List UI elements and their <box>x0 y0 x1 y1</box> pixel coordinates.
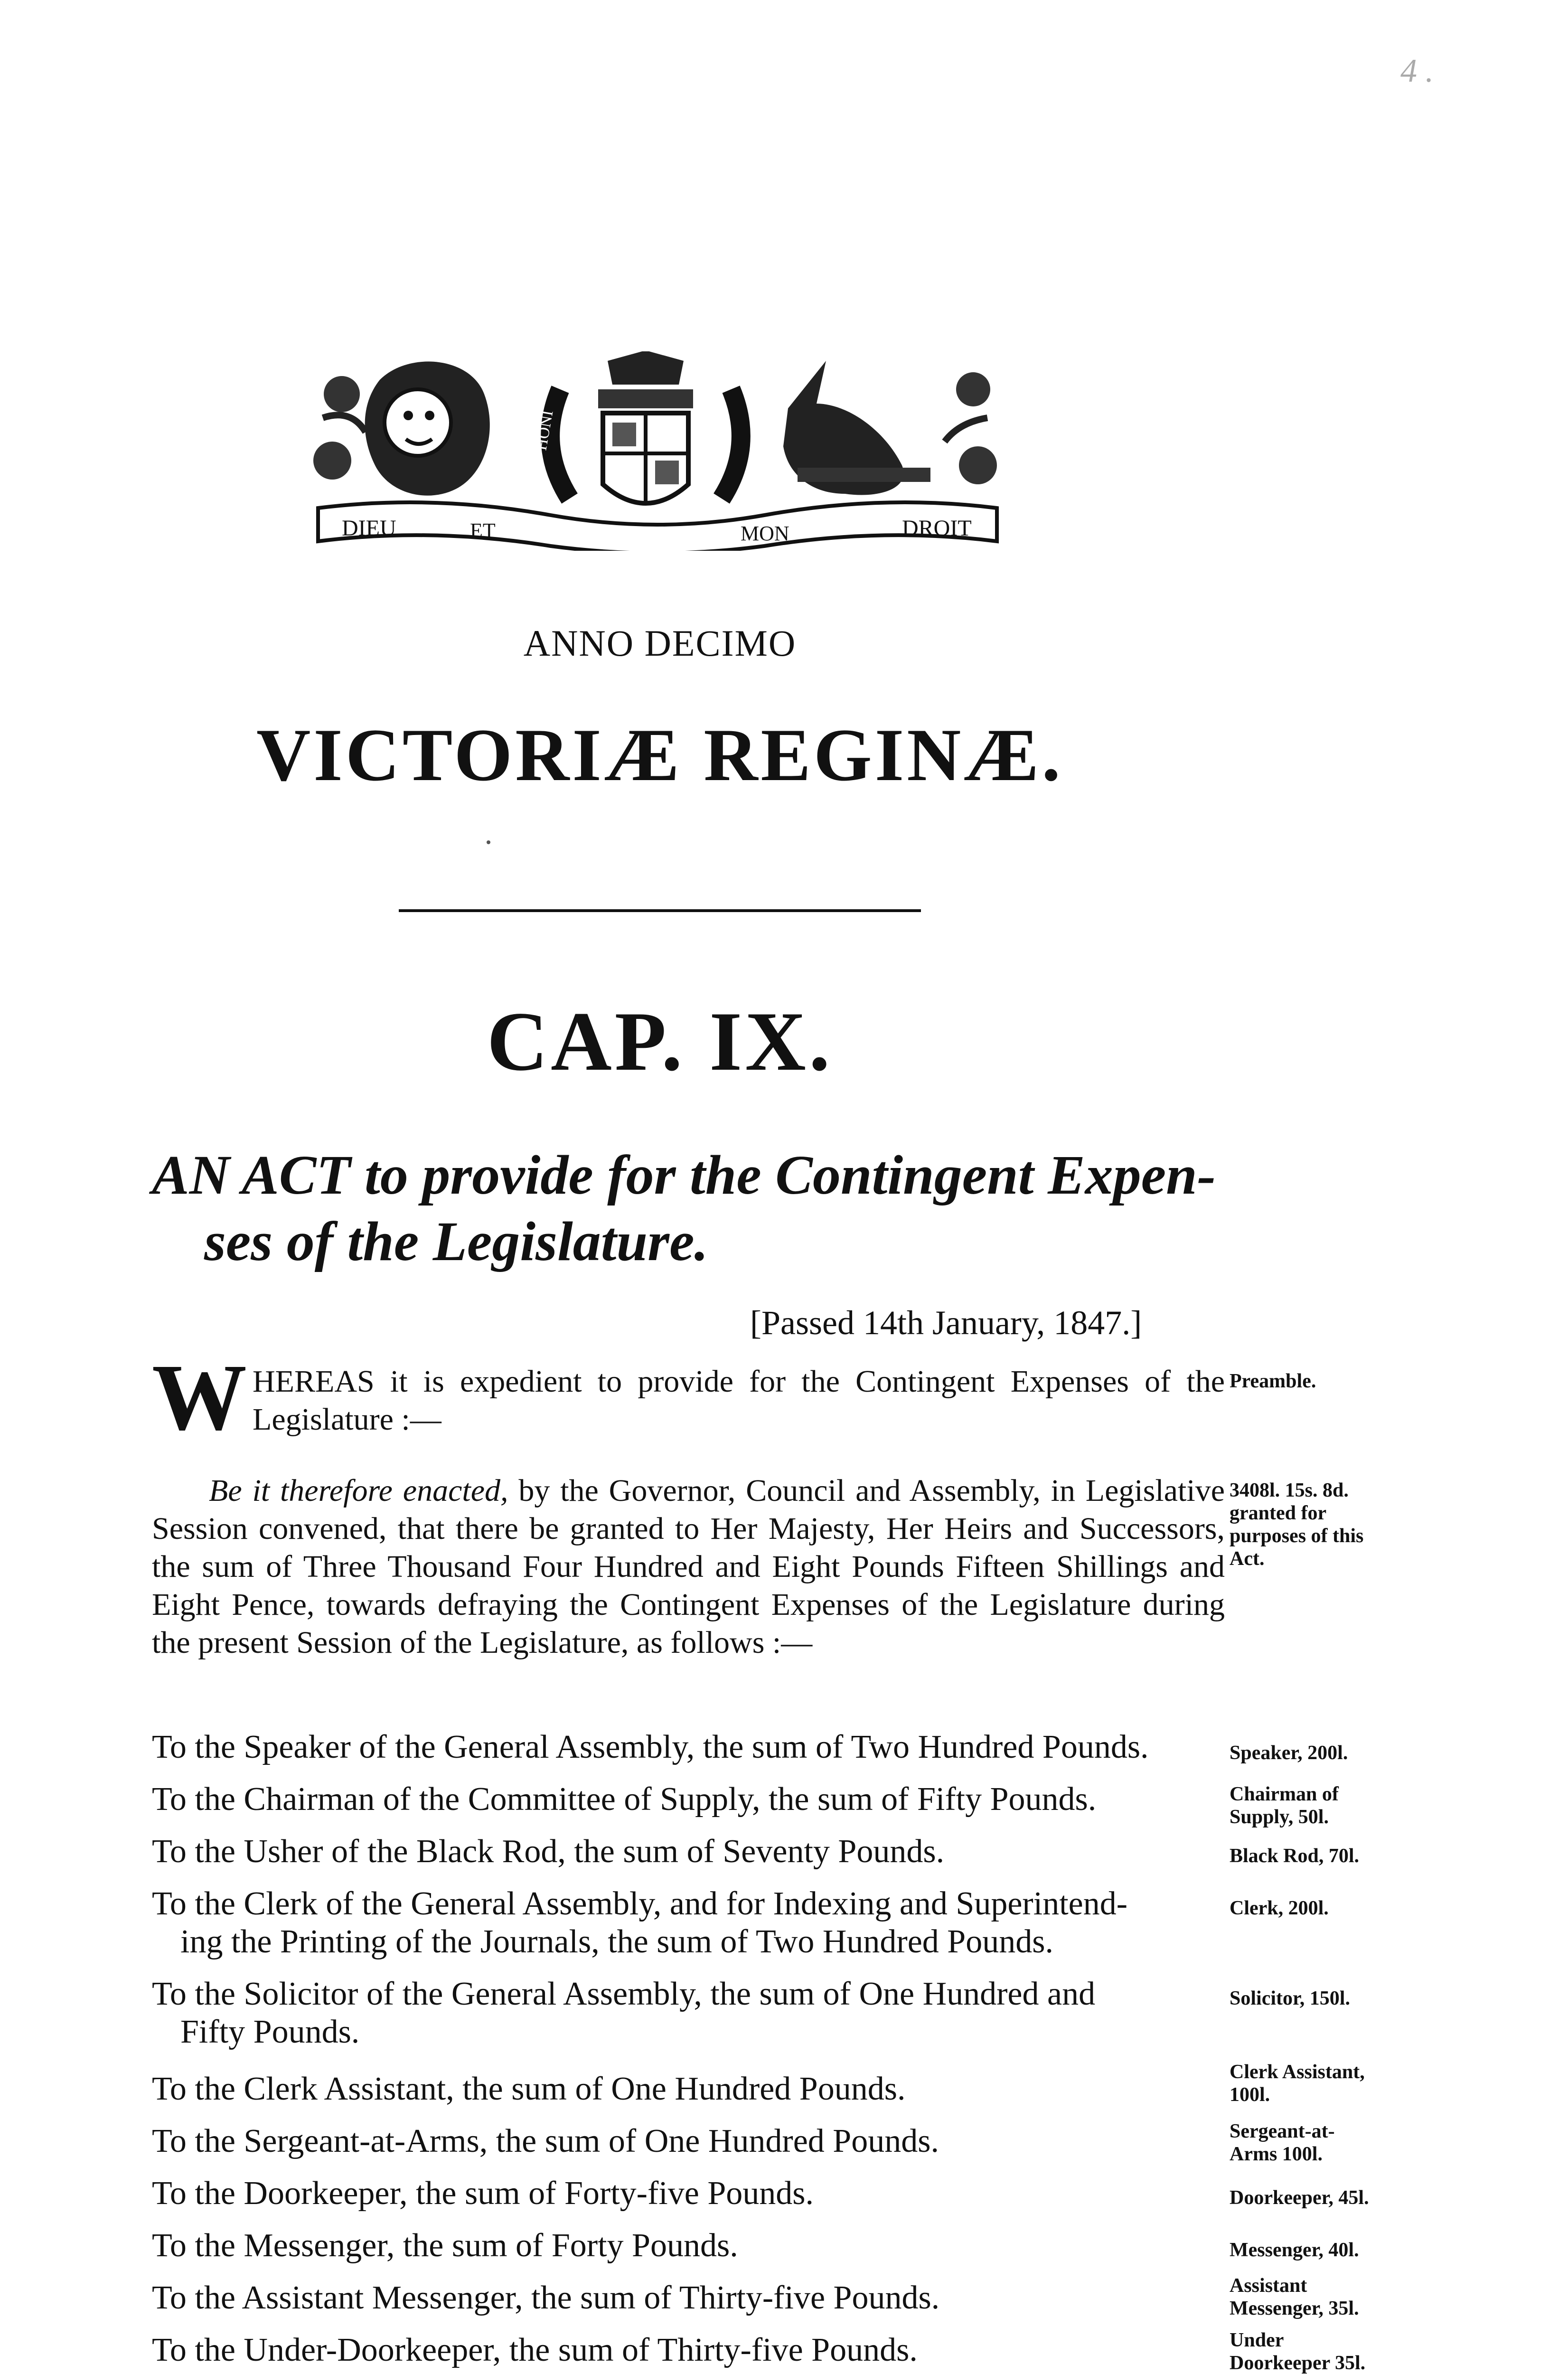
chapter-heading: CAP. IX. <box>487 994 833 1088</box>
heading-rule <box>399 909 921 912</box>
list-item-messenger <box>152 2227 1225 2265</box>
list-item-text: To the Speaker of the General Assembly, the sum of Two Hundred Pounds. <box>152 1729 1149 1765</box>
list-item-sergeant <box>152 2122 1225 2160</box>
margin-note-clerk: Clerk, 200l. <box>1230 1897 1329 1919</box>
list-item-text: To the Solicitor of the General Assembly, the sum of One Hundred and <box>152 1976 1096 2012</box>
margin-note-under-doorkeeper: Under Doorkeeper 35l. <box>1230 2329 1366 2374</box>
thistle-ornament-right <box>945 372 997 484</box>
margin-note-sergeant: Sergeant-at-Arms 100l. <box>1230 2120 1335 2165</box>
enacting-paragraph <box>152 1472 1225 1662</box>
list-item-black-rod <box>152 1833 1225 1871</box>
list-item-text: To the Messenger, the sum of Forty Pounds. <box>152 2227 738 2264</box>
enacting-lead: Be it therefore enacted, <box>209 1473 508 1508</box>
list-item-text: To the Usher of the Black Rod, the sum of Seventy Pounds. <box>152 1833 945 1870</box>
svg-text:MON: MON <box>741 522 789 545</box>
act-title-line1: AN ACT to provide for the Contingent Expen- <box>152 1144 1216 1206</box>
list-item-under-doorkeeper <box>152 2331 1225 2369</box>
corner-handwritten-mark: 4 . <box>1400 53 1434 89</box>
svg-text:DROIT: DROIT <box>902 516 972 541</box>
act-title <box>152 1142 1225 1275</box>
list-item-text: To the Clerk Assistant, the sum of One Hundred Pounds. <box>152 2071 906 2107</box>
svg-text:ET: ET <box>470 519 496 542</box>
list-item-text: To the Under-Doorkeeper, the sum of Thirty-five Pounds. <box>152 2332 918 2368</box>
list-item-solicitor <box>152 1975 1225 2051</box>
enacting-text: by the Governor, Council and Assembly, in Legislative Session convened, that there be granted to Her Majesty, Her Heirs and Successors, the sum of Three Thousand Four Hundred and Eight Pounds Fifteen Shillings and Eight Pence, towards defraying the Contingent Expenses of the Legislature during the present Session of the Legislature, as follows :— <box>152 1473 1225 1660</box>
list-item-text: To the Sergeant-at-Arms, the sum of One Hundred Pounds. <box>152 2123 939 2159</box>
svg-text:DIEU: DIEU <box>342 516 396 541</box>
list-item-doorkeeper <box>152 2175 1225 2213</box>
preamble-text: HEREAS it is expedient to provide for the Contingent Expenses of the Legislature :— <box>253 1364 1225 1437</box>
list-item-clerk-assistant <box>152 2070 1225 2108</box>
list-item-continuation: Fifty Pounds. <box>180 2014 360 2050</box>
margin-note-assistant-messenger: Assistant Messenger, 35l. <box>1230 2275 1359 2319</box>
list-item-text: To the Assistant Messenger, the sum of Thirty-five Pounds. <box>152 2280 940 2316</box>
list-item-clerk <box>152 1885 1225 1961</box>
list-item-speaker <box>152 1728 1225 1766</box>
margin-note-solicitor: Solicitor, 150l. <box>1230 1988 1350 2009</box>
act-title-line2: ses of the Legislature. <box>204 1210 708 1272</box>
margin-note-black-rod: Black Rod, 70l. <box>1230 1845 1360 1867</box>
margin-note-speaker: Speaker, 200l. <box>1230 1742 1348 1764</box>
motto-ribbon <box>318 502 997 551</box>
list-item-chairman <box>152 1780 1225 1818</box>
reign-heading: VICTORIÆ REGINÆ. <box>256 714 1063 797</box>
central-shield <box>598 351 693 503</box>
list-item-text: To the Chairman of the Committee of Supply, the sum of Fifty Pounds. <box>152 1781 1097 1818</box>
print-speck <box>487 840 490 844</box>
list-item-text: To the Clerk of the General Assembly, and for Indexing and Superintend- <box>152 1885 1128 1922</box>
anno-heading: ANNO DECIMO <box>523 622 797 664</box>
drop-cap: W <box>152 1345 247 1450</box>
rose-ornament-left <box>313 376 366 480</box>
margin-note-clerk-assistant: Clerk Assistant, 100l. <box>1230 2061 1365 2106</box>
preamble-paragraph <box>152 1345 1225 1450</box>
royal-coat-of-arms <box>313 351 1002 551</box>
margin-note-messenger: Messenger, 40l. <box>1230 2239 1359 2261</box>
unicorn-supporter <box>783 361 930 495</box>
svg-text:HONI: HONI <box>532 409 557 452</box>
list-item-text: To the Doorkeeper, the sum of Forty-five Pounds. <box>152 2175 814 2212</box>
passed-date: [Passed 14th January, 1847.] <box>750 1304 1142 1342</box>
margin-note-preamble: Preamble. <box>1230 1370 1316 1392</box>
list-item-continuation: ing the Printing of the Journals, the sum of Two Hundred Pounds. <box>180 1923 1053 1960</box>
lion-supporter <box>365 361 490 495</box>
margin-note-grant: 3408l. 15s. 8d. granted for purposes of this Act. <box>1230 1479 1364 1570</box>
list-item-assistant-messenger <box>152 2279 1225 2317</box>
margin-note-doorkeeper: Doorkeeper, 45l. <box>1230 2187 1369 2209</box>
margin-note-chairman: Chairman of Supply, 50l. <box>1230 1783 1339 1828</box>
